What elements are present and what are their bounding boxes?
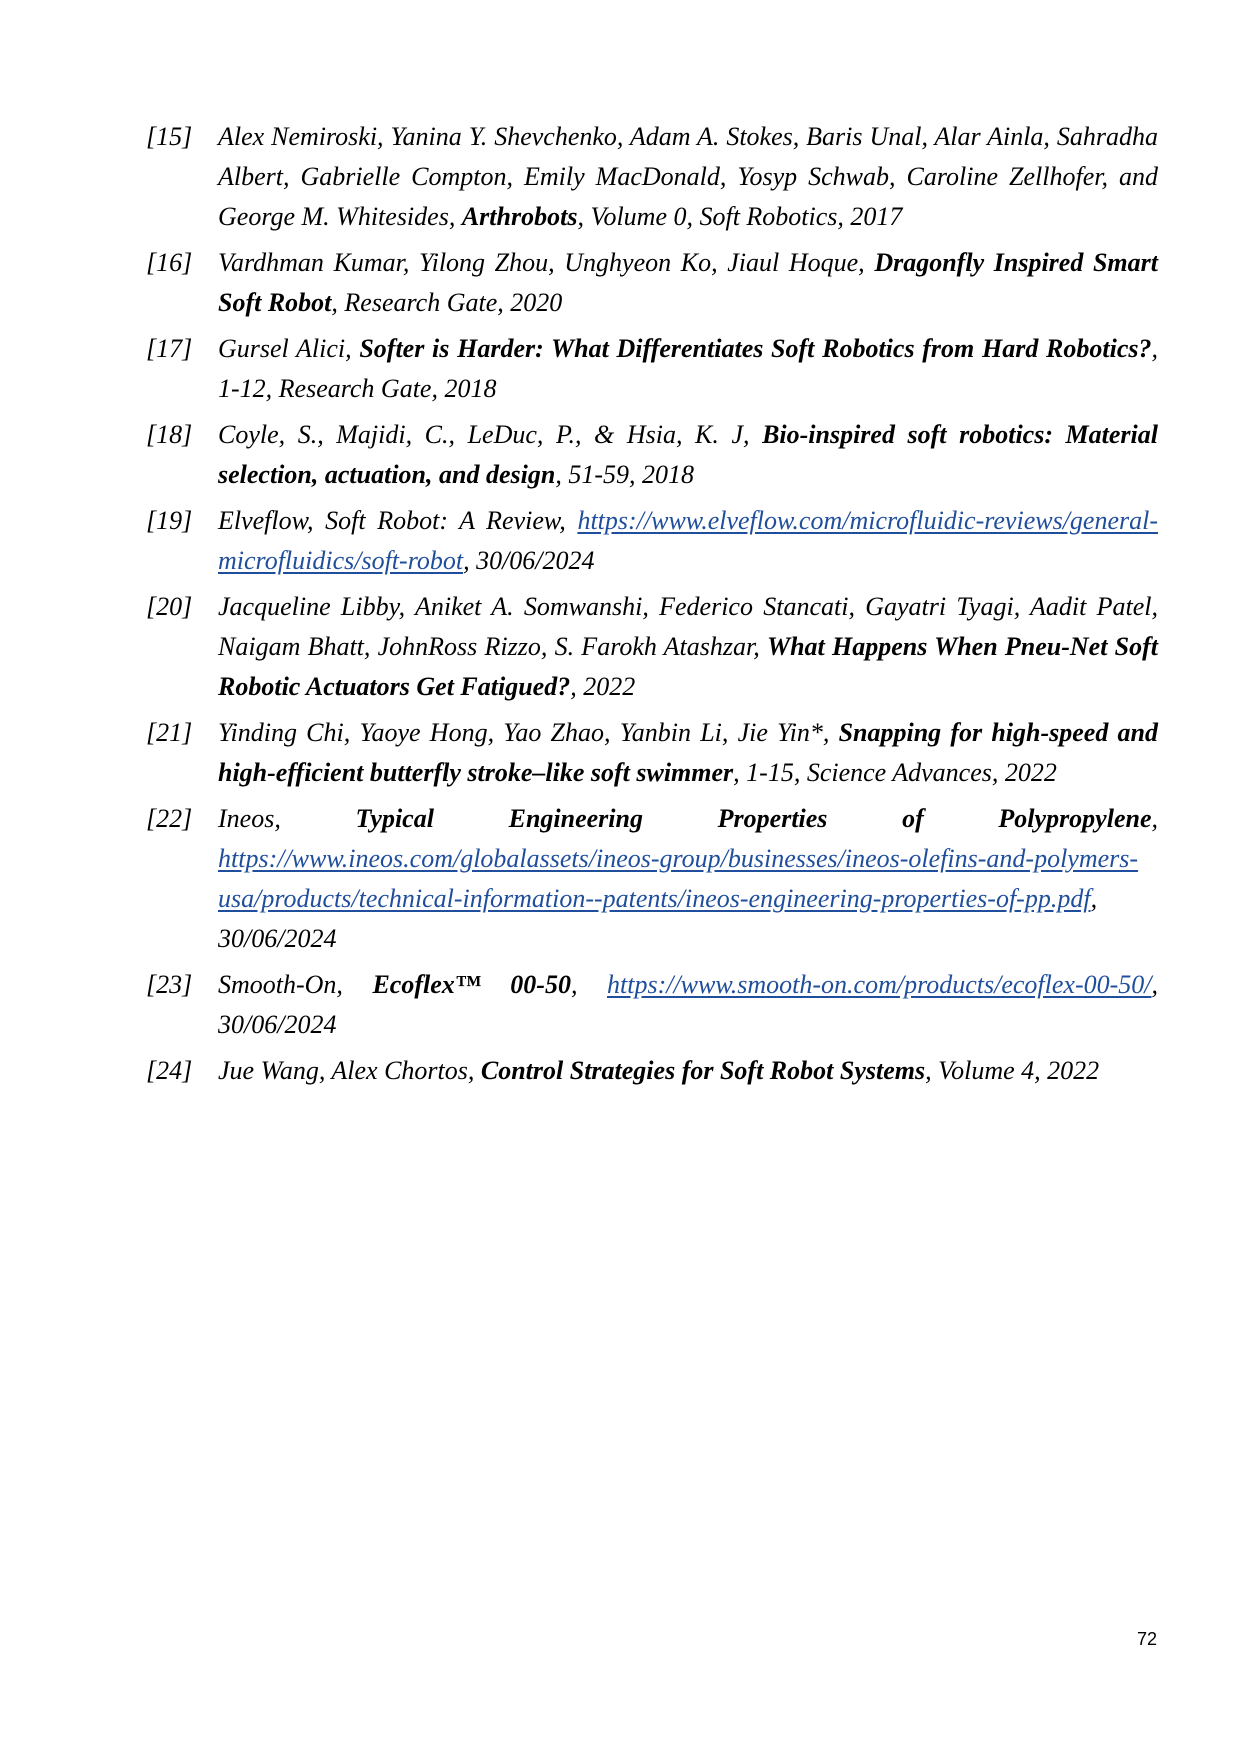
reference-title: Control Strategies for Soft Robot Systems	[480, 1056, 926, 1085]
reference-text	[218, 713, 1158, 793]
reference-text	[218, 415, 1158, 495]
reference-separator: ,	[1151, 804, 1158, 833]
reference-title: Softer is Harder: What Differentiates Soft Robotics from Hard Robotics?	[359, 334, 1152, 363]
reference-number: [23]	[146, 970, 193, 999]
reference-details: , 30/06/2024	[463, 546, 595, 575]
reference-details: , Volume 0, Soft Robotics, 2017	[577, 202, 903, 231]
reference-number: [22]	[146, 804, 193, 833]
reference-details: , 1-12, Research Gate, 2018	[218, 334, 1158, 403]
reference-details: , 2022	[570, 672, 636, 701]
reference-title: Bio-inspired soft robotics: Material selection, actuation, and design	[218, 420, 1158, 489]
reference-item	[146, 117, 1158, 237]
reference-text	[218, 799, 1158, 959]
reference-details: , Volume 4, 2022	[925, 1056, 1100, 1085]
reference-item	[146, 1051, 1158, 1091]
reference-separator: ,	[570, 970, 607, 999]
reference-authors: Smooth-On,	[218, 970, 373, 999]
reference-authors: Coyle, S., Majidi, C., LeDuc, P., & Hsia, K. J,	[218, 420, 763, 449]
reference-number: [15]	[146, 122, 193, 151]
reference-link[interactable]: https://www.ineos.com/globalassets/ineos-group/businesses/ineos-olefins-and-polymers-usa/products/technical-information--patents/ineos-engineering-properties-of-pp.pdf	[218, 844, 1139, 913]
reference-text	[218, 117, 1158, 237]
reference-number: [19]	[146, 506, 193, 535]
reference-details: , Research Gate, 2020	[331, 288, 563, 317]
reference-details: , 1-15, Science Advances, 2022	[733, 758, 1057, 787]
page-number: 72	[1136, 1629, 1157, 1649]
reference-text	[218, 329, 1158, 409]
reference-title: Snapping for high-speed and high-efficient butterfly stroke–like soft swimmer	[218, 718, 1159, 787]
reference-authors: Yinding Chi, Yaoye Hong, Yao Zhao, Yanbin Li, Jie Yin*,	[218, 718, 839, 747]
reference-authors: Ineos,	[218, 804, 356, 833]
reference-authors: Jue Wang, Alex Chortos,	[218, 1056, 481, 1085]
reference-details: , 51-59, 2018	[555, 460, 694, 489]
reference-item	[146, 587, 1158, 707]
reference-item	[146, 415, 1158, 495]
reference-link[interactable]: https://www.elveflow.com/microfluidic-reviews/general-microfluidics/soft-robot	[218, 506, 1158, 575]
reference-item	[146, 243, 1158, 323]
reference-title: What Happens When Pneu-Net Soft Robotic Actuators Get Fatigued?	[218, 632, 1158, 701]
reference-number: [17]	[146, 334, 193, 363]
reference-title: Ecoflex™ 00-50	[372, 970, 571, 999]
reference-link[interactable]: https://www.smooth-on.com/products/ecoflex-00-50/	[607, 970, 1152, 999]
reference-item	[146, 329, 1158, 409]
reference-item	[146, 799, 1158, 959]
reference-authors: Jacqueline Libby, Aniket A. Somwanshi, Federico Stancati, Gayatri Tyagi, Aadit Patel, Naigam Bhatt, JohnRoss Rizzo, S. Farokh Atashzar,	[218, 592, 1158, 661]
reference-text	[218, 965, 1158, 1045]
reference-title: Arthrobots	[461, 202, 578, 231]
reference-details: , 30/06/2024	[218, 970, 1158, 1039]
reference-authors: Vardhman Kumar, Yilong Zhou, Unghyeon Ko, Jiaul Hoque,	[218, 248, 875, 277]
reference-list	[146, 117, 1158, 1097]
reference-item	[146, 713, 1158, 793]
reference-details: , 30/06/2024	[218, 884, 1098, 953]
reference-text	[218, 1051, 1158, 1091]
reference-text	[218, 587, 1158, 707]
reference-item	[146, 501, 1158, 581]
reference-authors: Gursel Alici,	[218, 334, 360, 363]
reference-authors: Alex Nemiroski, Yanina Y. Shevchenko, Adam A. Stokes, Baris Unal, Alar Ainla, Sahradha Albert, Gabrielle Compton, Emily MacDonald, Yosyp Schwab, Caroline Zellhofer, and George M. Whitesides,	[218, 122, 1158, 231]
reference-text	[218, 501, 1158, 581]
reference-title: Dragonfly Inspired Smart Soft Robot	[218, 248, 1158, 317]
reference-authors: Elveflow, Soft Robot: A Review,	[218, 506, 578, 535]
reference-item	[146, 965, 1158, 1045]
reference-number: [18]	[146, 420, 193, 449]
reference-text	[218, 243, 1158, 323]
reference-number: [24]	[146, 1056, 193, 1085]
reference-title: Typical Engineering Properties of Polypropylene	[355, 804, 1152, 833]
reference-number: [16]	[146, 248, 193, 277]
reference-number: [20]	[146, 592, 193, 621]
reference-number: [21]	[146, 718, 193, 747]
